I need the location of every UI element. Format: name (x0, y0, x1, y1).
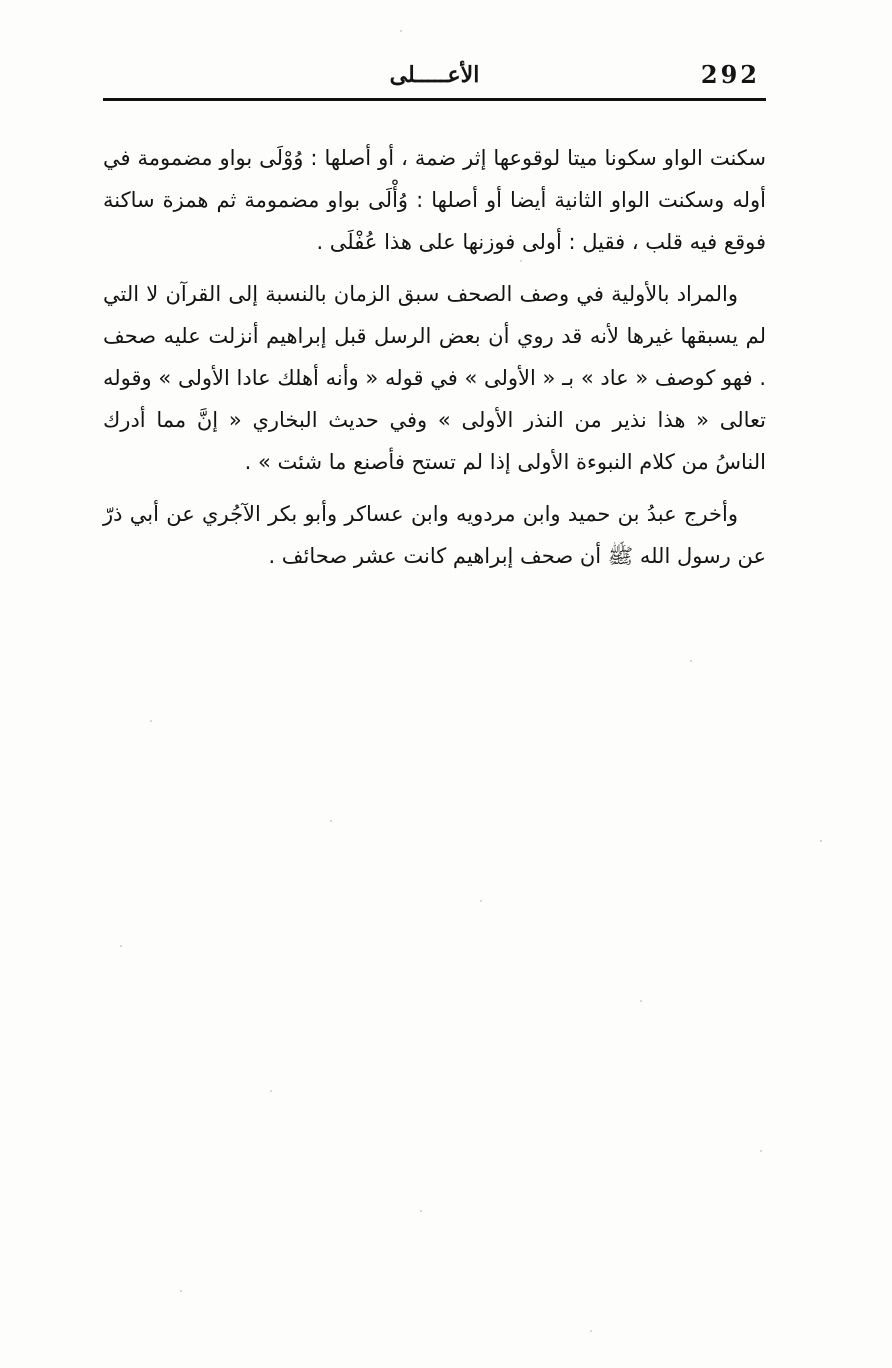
scan-speckle (330, 820, 332, 822)
scan-speckle (480, 900, 482, 902)
scan-speckle (120, 945, 122, 947)
scan-speckle (520, 260, 522, 262)
scan-speckle (590, 1330, 592, 1332)
running-title: الأعـــــلى (389, 62, 480, 88)
paragraph-2: والمراد بالأولية في وصف الصحف سبق الزمان بالنسبة إلى القرآن لا التي لم يسبقها غيرها لأنه قد روي أن بعض الرسل قبل إبراهيم أنزلت عليه صحف . فهو كوصف « عاد » بـ « الأولى » في قوله « وأنه أهلك عادا الأولى » وقوله تعالى « هذا نذير من النذر الأولى » وفي حديث البخاري « إنَّ مما أدرك الناسُ من كلام النبوءة الأولى إذا لم تستح فأصنع ما شئت » . (103, 282, 766, 474)
scan-speckle (820, 840, 822, 842)
header-rule (103, 98, 766, 101)
scan-speckle (400, 30, 402, 32)
scan-speckle (150, 720, 152, 722)
scan-speckle (690, 660, 692, 662)
page-number: 292 (700, 60, 760, 89)
scan-speckle (760, 1150, 762, 1152)
body-text (103, 137, 766, 587)
scan-speckle (640, 1000, 642, 1002)
scan-speckle (270, 1090, 272, 1092)
scan-speckle (180, 1290, 182, 1292)
scan-speckle (420, 1210, 422, 1212)
page-header (103, 56, 766, 100)
paragraph-3: وأخرج عبدُ بن حميد وابن مردويه وابن عساكر وأبو بكر الآجُري عن أبي ذرّ عن رسول الله ﷺ أن صحف إبراهيم كانت عشر صحائف . (103, 502, 766, 568)
paragraph-1: سكنت الواو سكونا ميتا لوقوعها إثر ضمة ، أو أصلها : وُوْلَى بواو مضمومة في أوله وسكنت الواو الثانية أيضا أو أصلها : وُأْلَى بواو مضمومة ثم همزة ساكنة فوقع فيه قلب ، فقيل : أولى فوزنها على هذا عُفْلَى . (103, 146, 766, 254)
